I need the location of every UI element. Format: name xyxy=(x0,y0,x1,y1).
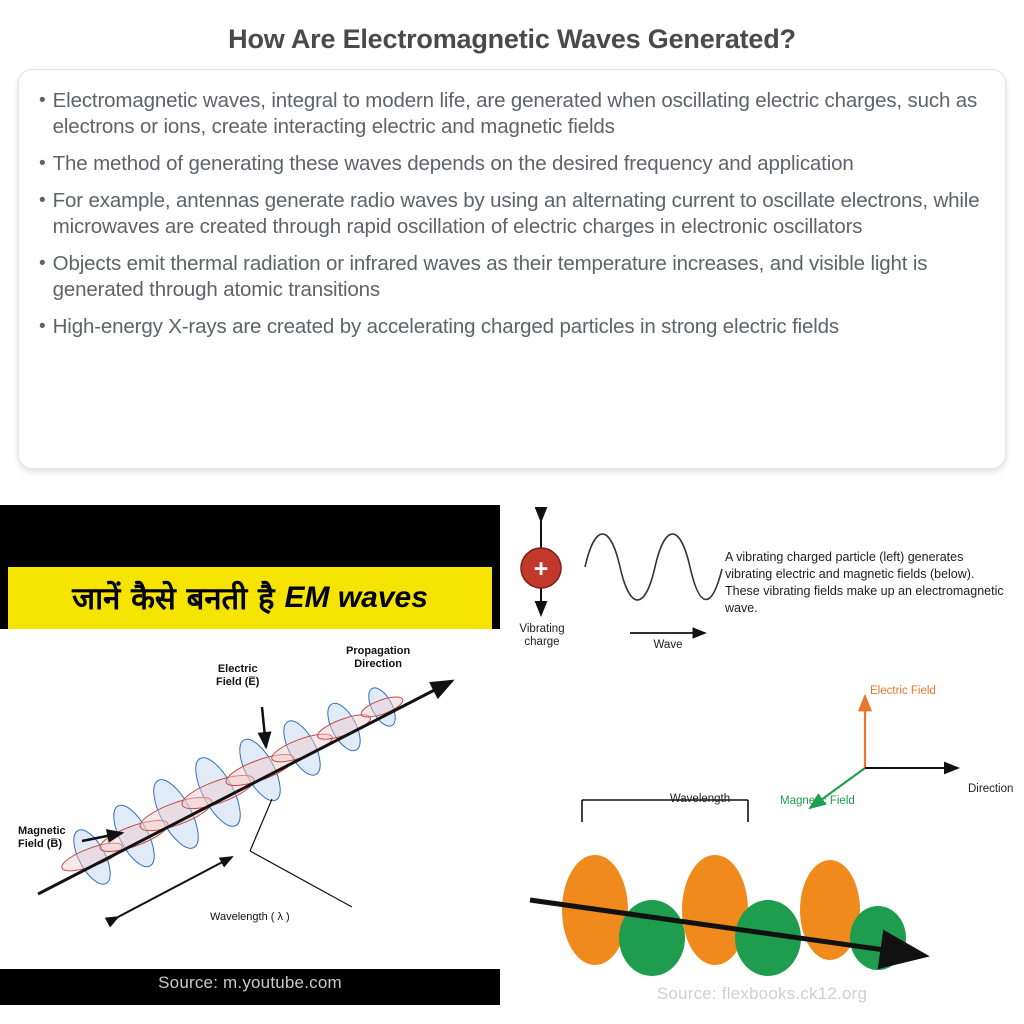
label-wave: Wave xyxy=(653,639,683,651)
label-electric-field: Electric Field (E̅) xyxy=(216,663,260,688)
list-item xyxy=(39,314,985,340)
video-banner xyxy=(8,567,492,629)
label-vibrating-charge: Vibrating charge xyxy=(519,623,565,648)
right-source-caption: Source: flexbooks.ck12.org xyxy=(656,984,868,1003)
em-wave-diagram xyxy=(0,629,500,969)
left-source-caption: Source: m.youtube.com xyxy=(158,973,342,992)
svg-text:+: + xyxy=(533,555,549,583)
bullet-marker: • xyxy=(39,316,46,337)
list-item xyxy=(39,251,985,303)
label-wavelength: Wavelength ( λ ) xyxy=(210,911,290,923)
list-item xyxy=(39,151,985,177)
label-direction: Direction xyxy=(968,783,1014,795)
bullet-text: Objects emit thermal radiation or infrared waves as their temperature increases, and visible light is generated through atomic transitions xyxy=(52,252,928,301)
right-caption: A vibrating charged particle (left) generates vibrating electric and magnetic fields (below). These vibrating fields make up an electromagnetic wave. xyxy=(725,550,1004,615)
bullet-text: For example, antennas generate radio waves by using an alternating current to oscillate electrons, while microwaves are created through rapid oscillation of electric charges in electronic oscillators xyxy=(52,189,980,238)
label-magnetic-field: Magnetic Field xyxy=(780,795,855,807)
label-propagation-direction: Propagation Direction xyxy=(346,645,411,670)
bullet-marker: • xyxy=(39,253,46,274)
em-wave-colored-svg xyxy=(500,790,1024,1005)
list-item xyxy=(39,88,985,140)
summary-card xyxy=(18,69,1006,469)
bullet-marker: • xyxy=(39,190,46,211)
left-illustration xyxy=(0,505,500,1005)
bullet-text: The method of generating these waves depends on the desired frequency and application xyxy=(52,152,854,175)
illustration-row xyxy=(0,505,1024,1024)
label-wavelength: Wavelength xyxy=(669,793,731,805)
right-illustration xyxy=(500,505,1024,1024)
bullet-marker: • xyxy=(39,153,46,174)
banner-hindi-text: जानें कैसे बनती है xyxy=(72,581,275,617)
list-item xyxy=(39,188,985,240)
bullet-text: Electromagnetic waves, integral to modern life, are generated when oscillating electric charges, such as electrons or ions, create interacting electric and magnetic fields xyxy=(52,89,978,138)
banner-em-waves-text: EM waves xyxy=(284,581,428,614)
label-electric-field: Electric Field xyxy=(870,685,936,697)
label-magnetic-field: Magnetic Field (B̅) xyxy=(18,825,66,850)
bullet-marker: • xyxy=(39,90,46,111)
bullet-text: High-energy X-rays are created by accelerating charged particles in strong electric fields xyxy=(52,315,840,338)
page-title: How Are Electromagnetic Waves Generated? xyxy=(228,24,796,54)
